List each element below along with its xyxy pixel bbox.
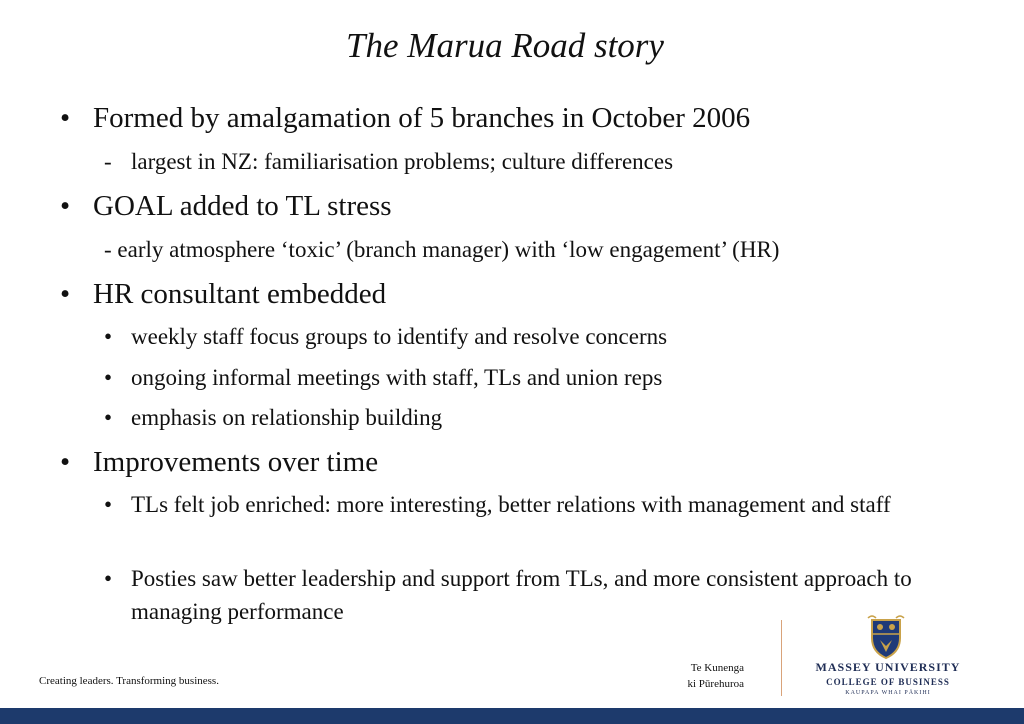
sub-bullet-dot: •: [104, 324, 113, 349]
bullet-dot: •: [60, 446, 71, 478]
sub-bullet-dot: •: [104, 566, 113, 591]
sub-bullet-item: [104, 562, 964, 628]
slide-title: The Marua Road story: [346, 26, 664, 65]
university-crest-icon: [866, 614, 906, 660]
te-kunenga-line2: ki Pūrehuroa: [687, 678, 744, 690]
footer-tagline: Creating leaders. Transforming business.: [39, 675, 219, 687]
te-kunenga-line1: Te Kunenga: [690, 662, 744, 674]
bullet-text: HR consultant embedded: [93, 278, 387, 310]
sub-bullet-text: Posties saw better leadership and support from TLs, and more consistent approach to managing performance: [131, 566, 912, 624]
sub-bullet-text: largest in NZ: familiarisation problems; culture differences: [131, 149, 674, 174]
sub-bullet-text: weekly staff focus groups to identify and resolve concerns: [131, 324, 668, 349]
te-kunenga-text: [660, 660, 744, 692]
bullet-dot: •: [60, 102, 71, 134]
sub-bullet-item: [104, 401, 964, 434]
bullet-text: Formed by amalgamation of 5 branches in October 2006: [93, 102, 751, 134]
sub-bullet-text: TLs felt job enriched: more interesting, better relations with management and staff: [131, 492, 891, 517]
sub-bullet-dot: •: [104, 492, 113, 517]
bullet-dot: •: [60, 190, 71, 222]
maori-college-name: KAUPAPA WHAI PĀKIHI: [845, 690, 931, 696]
bullet-text: GOAL added to TL stress: [93, 190, 392, 222]
sub-bullet-text: ongoing informal meetings with staff, TLs and union reps: [131, 365, 663, 390]
sub-bullet-dot: •: [104, 365, 113, 390]
sub-bullet-item: [104, 320, 964, 353]
bullet-dot: •: [60, 278, 71, 310]
sub-bullet-item: [104, 361, 964, 394]
footer-bar: [0, 708, 1024, 724]
dash-marker: -: [104, 149, 112, 174]
bullet-text: Improvements over time: [93, 446, 379, 478]
sub-bullet-text: - early atmosphere ‘toxic’ (branch manager) with ‘low engagement’ (HR): [104, 237, 780, 262]
sub-bullet-dot: •: [104, 405, 113, 430]
sub-bullet-text: emphasis on relationship building: [131, 405, 443, 430]
university-name: MASSEY UNIVERSITY: [815, 660, 961, 674]
college-name: COLLEGE OF BUSINESS: [826, 677, 950, 687]
footer-divider: [781, 620, 782, 696]
sub-bullet-item: [104, 488, 964, 521]
